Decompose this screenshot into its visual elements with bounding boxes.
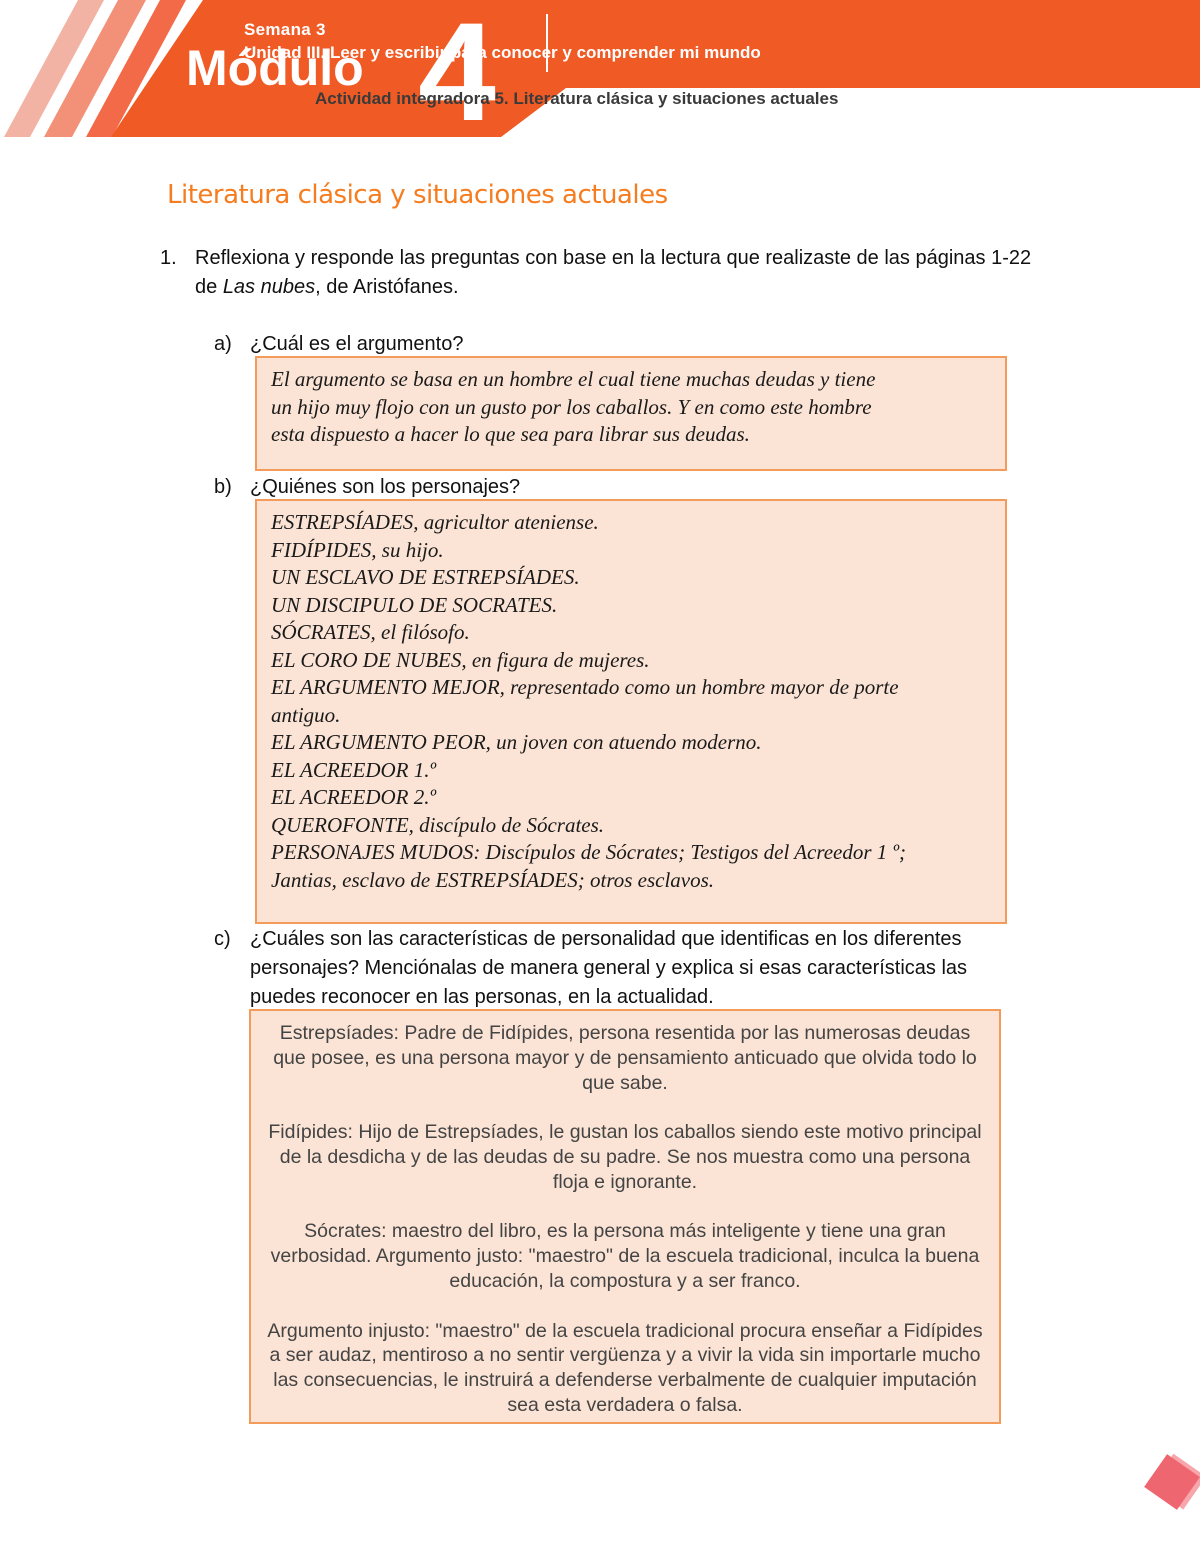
character-line: SÓCRATES, el filósofo. [271, 620, 470, 644]
answer-paragraph: Estrepsíades: Padre de Fidípides, persona resentida por las numerosas deudas que posee, es una persona mayor y de pensamiento anticuado que olvida todo lo que sabe. [273, 1022, 977, 1094]
activity-title: Actividad integradora 5. Literatura clásica y situaciones actuales [315, 89, 839, 108]
answer-paragraph: Fidípides: Hijo de Estrepsíades, le gustan los caballos siendo este motivo principal de la desdicha y de las deudas de su padre. Se nos muestra como una persona floja e ignorante. [268, 1121, 982, 1193]
question-c-text: ¿Cuáles son las características de personalidad que identificas en los diferentes personajes? Menciónalas de manera general y explica si esas características las puedes reconocer en las personas, en la actualidad. [250, 928, 968, 1008]
character-line: EL ACREEDOR 2.º [271, 785, 436, 809]
answer-paragraph: Argumento injusto: "maestro" de la escuela tradicional procura enseñar a Fidípides a ser audaz, mentiroso a no sentir vergüenza y a vivir la vida sin importarle mucho las consecuencias, le instruirá a defenderse verbalmente de cualquier imputación sea esta verdadera o falsa. [267, 1319, 983, 1416]
question-b-text: ¿Quiénes son los personajes? [250, 476, 521, 498]
unit-title: Unidad III. Leer y escribir para conocer y comprender mi mundo [244, 43, 761, 62]
answer-line: El argumento se basa en un hombre el cual tiene muchas deudas y tiene [271, 367, 876, 391]
character-line: FIDÍPIDES, su hijo. [271, 537, 444, 562]
answer-line: esta dispuesto a hacer lo que sea para librar sus deudas. [271, 422, 750, 446]
answer-line: un hijo muy flojo con un gusto por los caballos. Y en como este hombre [271, 394, 872, 419]
character-line: PERSONAJES MUDOS: Discípulos de Sócrates; Testigos del Acreedor 1 º; [271, 840, 907, 864]
book-title: Las nubes [222, 276, 316, 298]
character-line: EL CORO DE NUBES, en figura de mujeres. [271, 647, 650, 672]
question-a-label: a) [214, 333, 232, 355]
character-line: UN ESCLAVO DE ESTREPSÍADES. [271, 565, 580, 589]
answer-paragraph: Sócrates: maestro del libro, es la persona más inteligente y tiene una gran verbosidad. Argumento justo: "maestro" de la escuela tradicional, inculca la buena educación, la compostura y a ser franco. [270, 1220, 980, 1292]
question-1 [160, 244, 1040, 302]
week-label: Semana 3 [244, 20, 326, 39]
question-a [214, 330, 463, 359]
character-line: EL ARGUMENTO MEJOR, representado como un hombre mayor de porte [271, 675, 899, 699]
question-text: Reflexiona y responde las preguntas con base en la lectura que realizaste de las páginas 1-22 de [195, 247, 1032, 298]
question-b [214, 473, 520, 502]
character-line: EL ACREEDOR 1.º [271, 757, 436, 782]
answer-c-box [249, 1009, 1001, 1424]
question-a-text: ¿Cuál es el argumento? [250, 333, 464, 355]
question-text-end: , de Aristófanes. [315, 276, 459, 298]
question-b-label: b) [214, 476, 232, 498]
character-line: QUEROFONTE, discípulo de Sócrates. [271, 812, 605, 837]
question-c-label: c) [214, 928, 231, 950]
module-number: 4 [418, 0, 496, 150]
character-line: Jantias, esclavo de ESTREPSÍADES; otros esclavos. [271, 867, 715, 892]
answer-a-box [255, 356, 1007, 471]
question-c [214, 925, 1014, 1012]
character-line: UN DISCIPULO DE SOCRATES. [271, 592, 558, 617]
question-number: 1. [160, 247, 177, 269]
banner-graphic [0, 0, 1200, 150]
character-line: ESTREPSÍADES, agricultor ateniense. [271, 510, 599, 534]
answer-b-box [255, 499, 1007, 924]
character-line: EL ARGUMENTO PEOR, un joven con atuendo moderno. [271, 730, 762, 754]
character-line: antiguo. [271, 702, 341, 727]
page-title: Literatura clásica y situaciones actuales [167, 180, 668, 210]
decorative-diamond-icon [1144, 1454, 1200, 1510]
header-banner [0, 0, 1200, 150]
module-label: Módulo [186, 40, 364, 96]
